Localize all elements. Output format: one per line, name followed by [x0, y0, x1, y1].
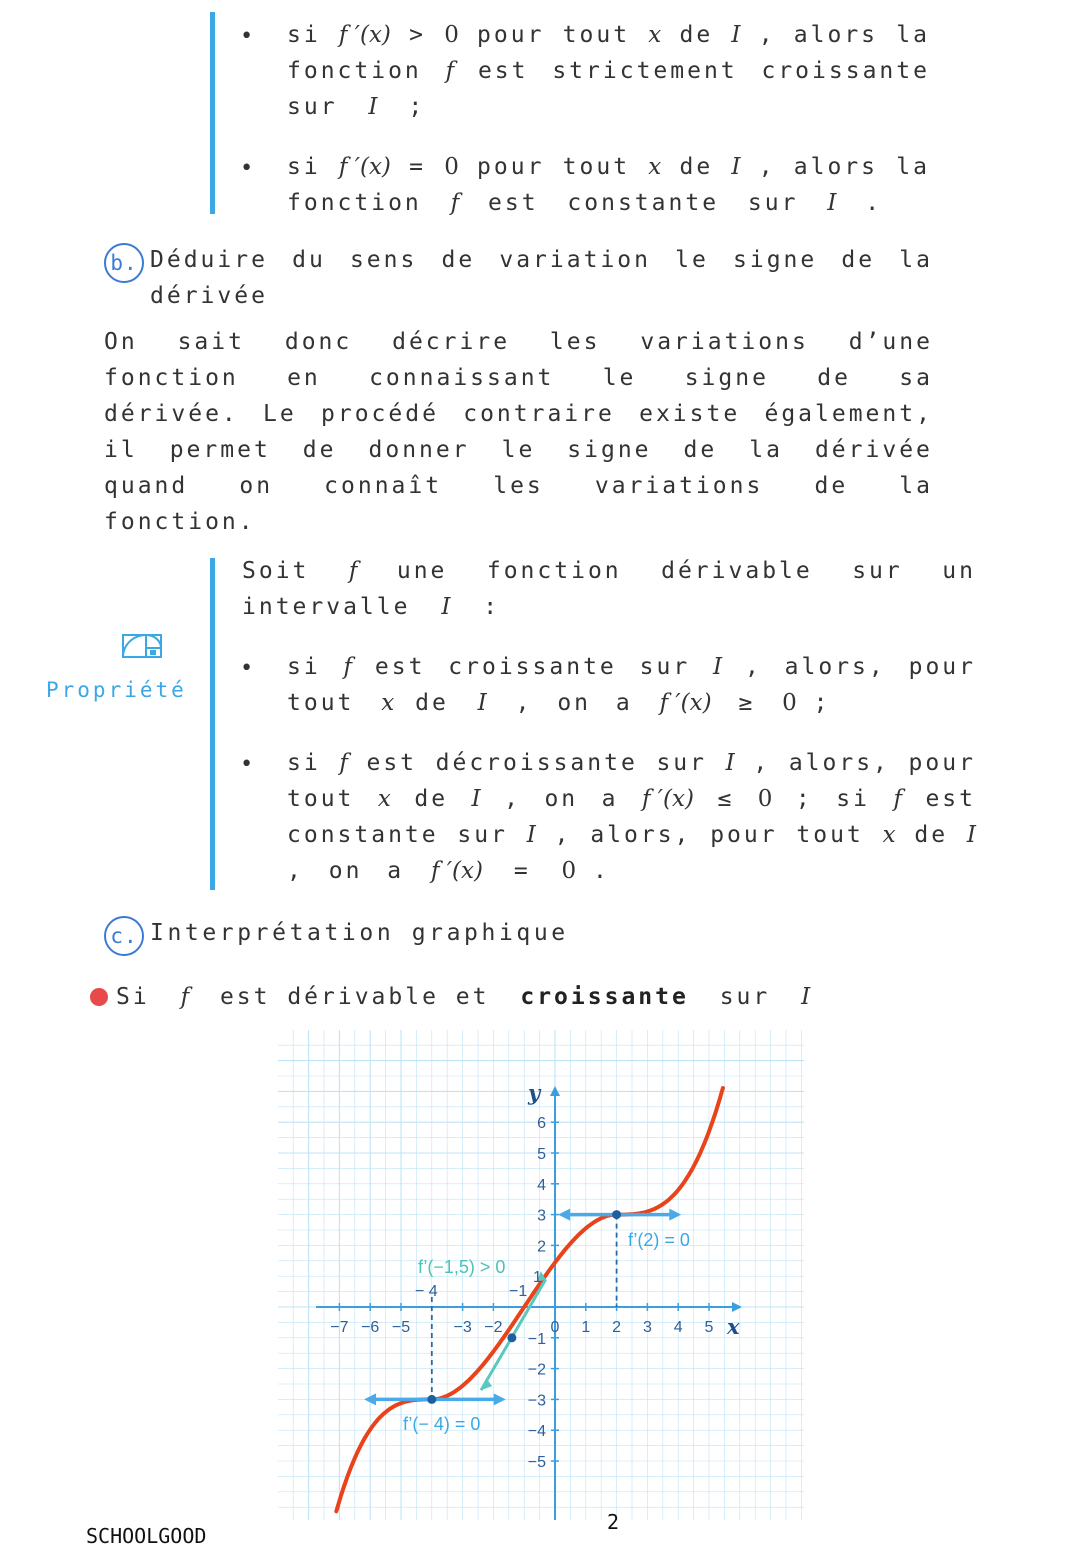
bullet-dot: •	[240, 24, 254, 49]
section-b-title-line2: dérivée	[150, 283, 268, 309]
property-bullet2-line3: constante sur I , alors, pour tout x de I	[287, 822, 976, 848]
section-c-marker: c.	[104, 916, 144, 956]
block1-left-bar	[210, 12, 215, 214]
block1-bullet1-line3: sur I ;	[287, 94, 426, 120]
y-tick-label: 3	[537, 1207, 546, 1225]
property-bullet2-line2: tout x de I , on a f ′(x) ≤ 0 ; si f est	[287, 786, 976, 812]
label-x-minus-4: − 4	[415, 1283, 438, 1300]
x-axis-label: x	[727, 1314, 740, 1339]
graph-point	[427, 1395, 436, 1404]
x-axis-arrow-icon	[732, 1302, 742, 1312]
annotation-f-prime-minus-4: f’(− 4) = 0	[403, 1414, 481, 1434]
property-left-bar	[210, 558, 215, 890]
label-x-minus-1: −1	[509, 1283, 528, 1300]
function-curve	[336, 1088, 723, 1511]
tangent-at-minus-4-arrow-right-icon	[494, 1393, 506, 1405]
paragraph-line: fonction en connaissant le signe de sa	[104, 365, 933, 391]
y-tick-label: −2	[527, 1361, 546, 1379]
paragraph-line: il permet de donner le signe de la dérivée	[104, 437, 933, 463]
y-tick-label: −3	[527, 1392, 546, 1410]
x-tick-label: −6	[361, 1319, 380, 1336]
paragraph-line: dérivée. Le procédé contraire existe également,	[104, 401, 933, 427]
y-tick-label: 5	[537, 1146, 546, 1163]
golden-ratio-icon	[122, 634, 162, 658]
red-bullet-icon	[90, 988, 108, 1006]
section-b-marker: b.	[104, 243, 144, 283]
x-tick-label: −2	[484, 1319, 503, 1336]
property-bullet1-line1: si f est croissante sur I , alors, pour	[287, 654, 976, 680]
x-tick-label: 5	[704, 1319, 714, 1336]
annotation-f-prime-minus-1-5: f’(−1,5) > 0	[418, 1257, 506, 1277]
y-axis-label: y	[528, 1080, 541, 1105]
x-tick-label: 4	[673, 1319, 683, 1336]
x-tick-label: 0	[550, 1319, 560, 1336]
section-b-title-line1: Déduire du sens de variation le signe de la	[150, 247, 933, 273]
y-tick-label: 6	[537, 1115, 546, 1133]
property-intro-line1: Soit f une fonction dérivable sur un	[242, 558, 976, 584]
annotation-f-prime-2: f’(2) = 0	[628, 1230, 690, 1250]
section-c-title: Interprétation graphique	[150, 920, 569, 946]
x-tick-label: 1	[581, 1319, 591, 1336]
y-tick-label: −1	[527, 1330, 546, 1348]
bullet-dot: •	[240, 752, 254, 777]
y-tick-label: −4	[527, 1423, 546, 1441]
y-tick-label: 2	[537, 1238, 546, 1256]
x-tick-label: 2	[612, 1319, 622, 1336]
function-graph	[278, 1030, 804, 1520]
tangent-at-2-arrow-right-icon	[669, 1209, 681, 1221]
paragraph-line: On sait donc décrire les variations d’une	[104, 329, 933, 355]
property-intro-line2: intervalle I :	[242, 594, 501, 620]
footer-brand: SCHOOLGOOD	[86, 1524, 207, 1548]
x-tick-label: −7	[330, 1319, 349, 1336]
bullet-dot: •	[240, 656, 254, 681]
block1-bullet2-line2: fonction f est constante sur I .	[287, 190, 883, 216]
page-number: 2	[607, 1510, 620, 1534]
x-tick-label: −5	[391, 1319, 411, 1336]
label-y-1: 1	[533, 1269, 542, 1286]
property-label: Propriété	[46, 678, 187, 702]
y-tick-label: −5	[527, 1454, 546, 1471]
case-line: Si f est dérivable et croissante sur I	[116, 984, 811, 1010]
x-tick-label: 3	[642, 1319, 652, 1336]
block1-bullet2-line1: si f ′(x) = 0 pour tout x de I , alors la	[287, 154, 930, 180]
property-bullet2-line1: si f est décroissante sur I , alors, pour	[287, 750, 976, 776]
property-bullet1-line2: tout x de I , on a f ′(x) ≥ 0 ;	[287, 690, 831, 716]
paragraph-line: quand on connaît les variations de la	[104, 473, 933, 499]
property-bullet2-line4: , on a f ′(x) = 0 .	[287, 858, 610, 884]
paragraph-last-line: fonction.	[104, 509, 256, 535]
x-tick-label: −3	[453, 1319, 472, 1336]
graph-point	[612, 1210, 621, 1219]
graph-point	[507, 1333, 516, 1342]
block1-bullet1-line1: si f ′(x) > 0 pour tout x de I , alors la	[287, 22, 930, 48]
block1-bullet1-line2: fonction f est strictement croissante	[287, 58, 930, 84]
y-tick-label: 4	[537, 1176, 546, 1194]
bullet-dot: •	[240, 156, 254, 181]
tangent-at-2-arrow-left-icon	[558, 1209, 570, 1221]
